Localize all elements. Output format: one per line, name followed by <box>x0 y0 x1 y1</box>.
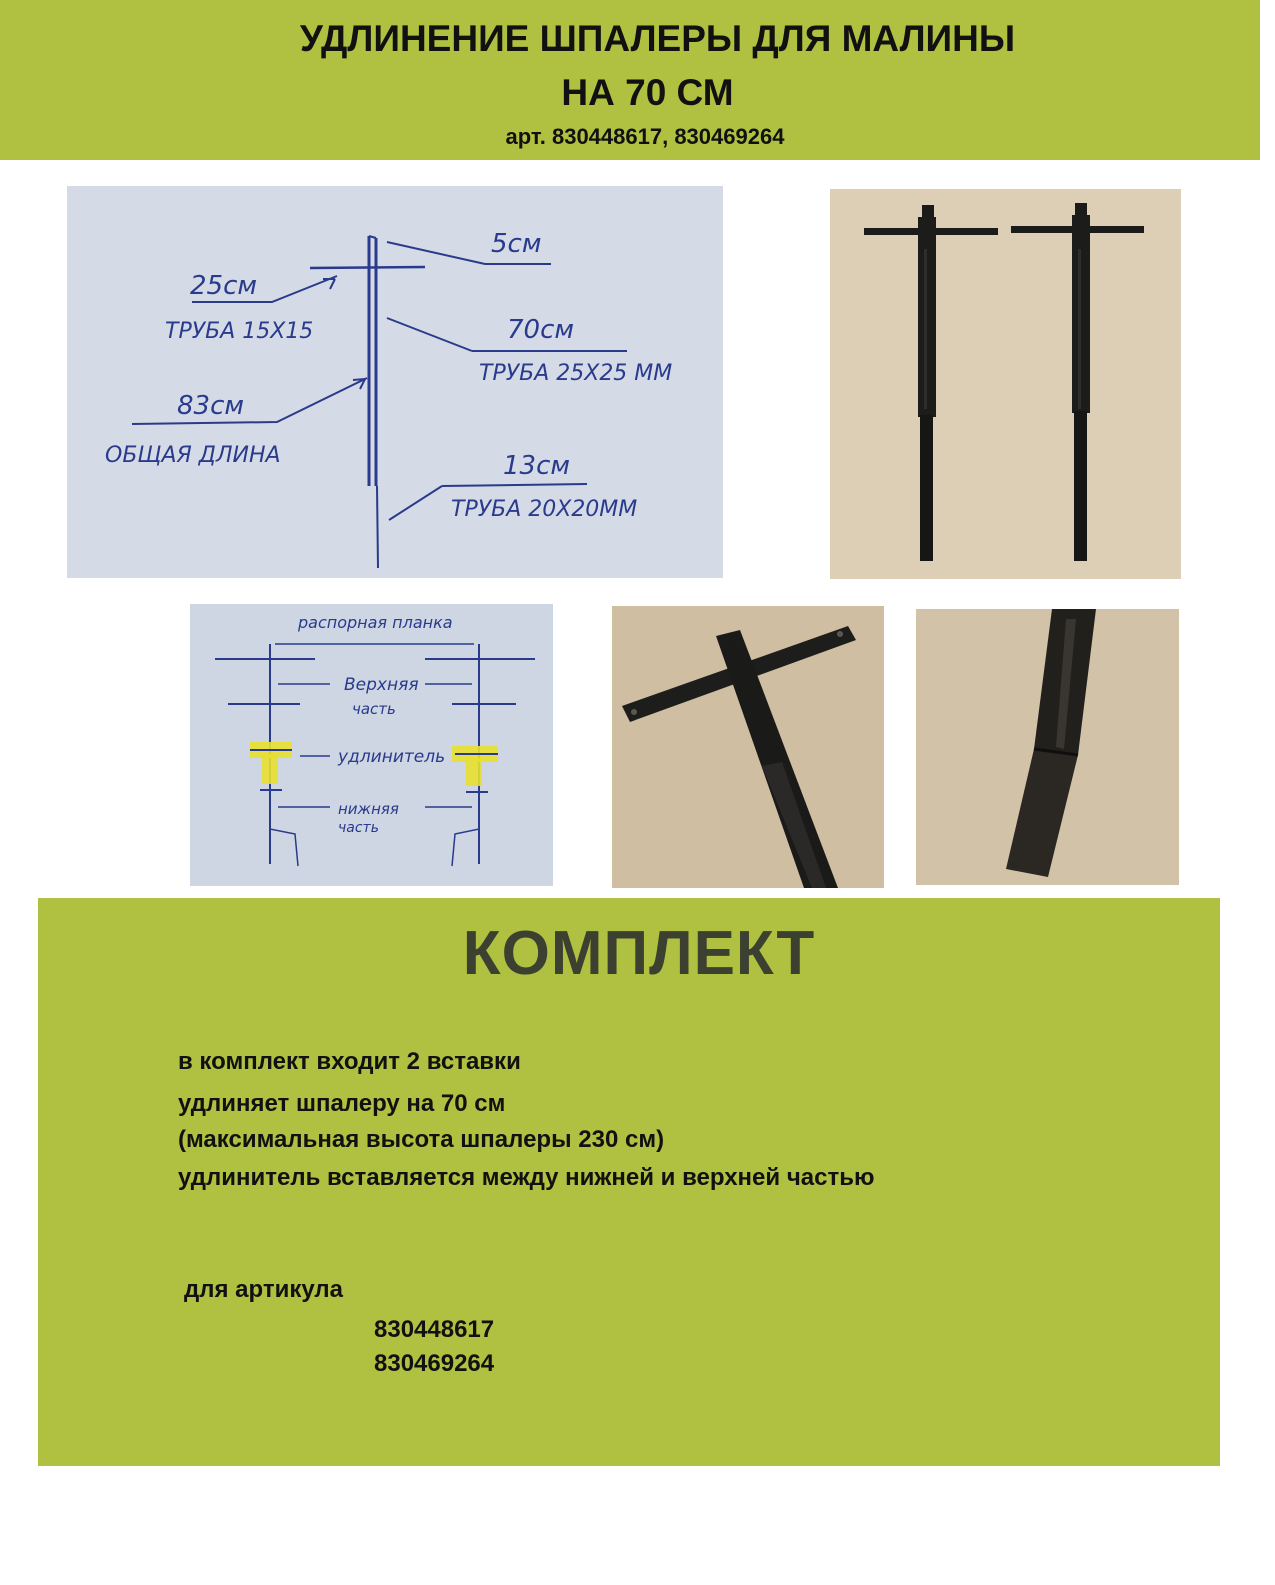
article-numbers: арт. 830448617, 830469264 <box>505 124 785 149</box>
kit-article-1: 830448617 <box>374 1316 495 1343</box>
label-bottom-part-2: часть <box>338 820 379 836</box>
label-83cm: 83см <box>177 391 244 421</box>
dimension-sketch-drawing <box>67 186 723 578</box>
label-extender: удлинитель <box>338 747 446 767</box>
kit-line-1: в комплект входит 2 вставки <box>178 1048 521 1075</box>
kit-line-2: удлиняет шпалеру на 70 см <box>178 1090 506 1117</box>
label-70cm: 70см <box>507 315 574 345</box>
label-pipe25: ТРУБА 25Х25 ММ <box>479 361 673 386</box>
header-banner <box>0 0 1260 160</box>
kit-articles-label: для артикула <box>184 1276 343 1303</box>
kit-section <box>38 898 1220 1466</box>
label-pipe20: ТРУБА 20Х20ММ <box>451 497 638 522</box>
label-bottom-part-1: нижняя <box>338 800 399 818</box>
label-top-part-2: часть <box>352 700 396 718</box>
kit-line-4: удлинитель вставляется между нижней и верхней частью <box>178 1164 875 1191</box>
kit-article-2: 830469264 <box>374 1350 495 1377</box>
page-title-line2: НА 70 СМ <box>561 72 734 113</box>
extenders-photo <box>830 189 1181 579</box>
kit-line-3: (максимальная высота шпалеры 230 см) <box>178 1126 665 1153</box>
assembly-sketch <box>190 604 553 886</box>
label-5cm: 5см <box>491 229 542 259</box>
kit-title: КОМПЛЕКТ <box>462 919 816 988</box>
page-title-line1: УДЛИНЕНИЕ ШПАЛЕРЫ ДЛЯ МАЛИНЫ <box>299 18 1016 59</box>
joint-closeup-drawing <box>916 609 1179 885</box>
label-spacer-bar: распорная планка <box>298 613 453 632</box>
label-top-part-1: Верхняя <box>344 675 419 695</box>
label-25cm: 25см <box>190 271 257 301</box>
label-total-length: ОБЩАЯ ДЛИНА <box>105 443 281 468</box>
extenders-photo-drawing <box>830 189 1181 579</box>
crossbar-closeup-drawing <box>612 606 884 888</box>
crossbar-closeup-photo <box>612 606 884 888</box>
joint-closeup-photo <box>916 609 1179 885</box>
label-pipe15: ТРУБА 15Х15 <box>165 319 314 344</box>
dimension-sketch <box>67 186 723 578</box>
label-13cm: 13см <box>503 451 570 481</box>
assembly-sketch-drawing <box>190 604 553 886</box>
